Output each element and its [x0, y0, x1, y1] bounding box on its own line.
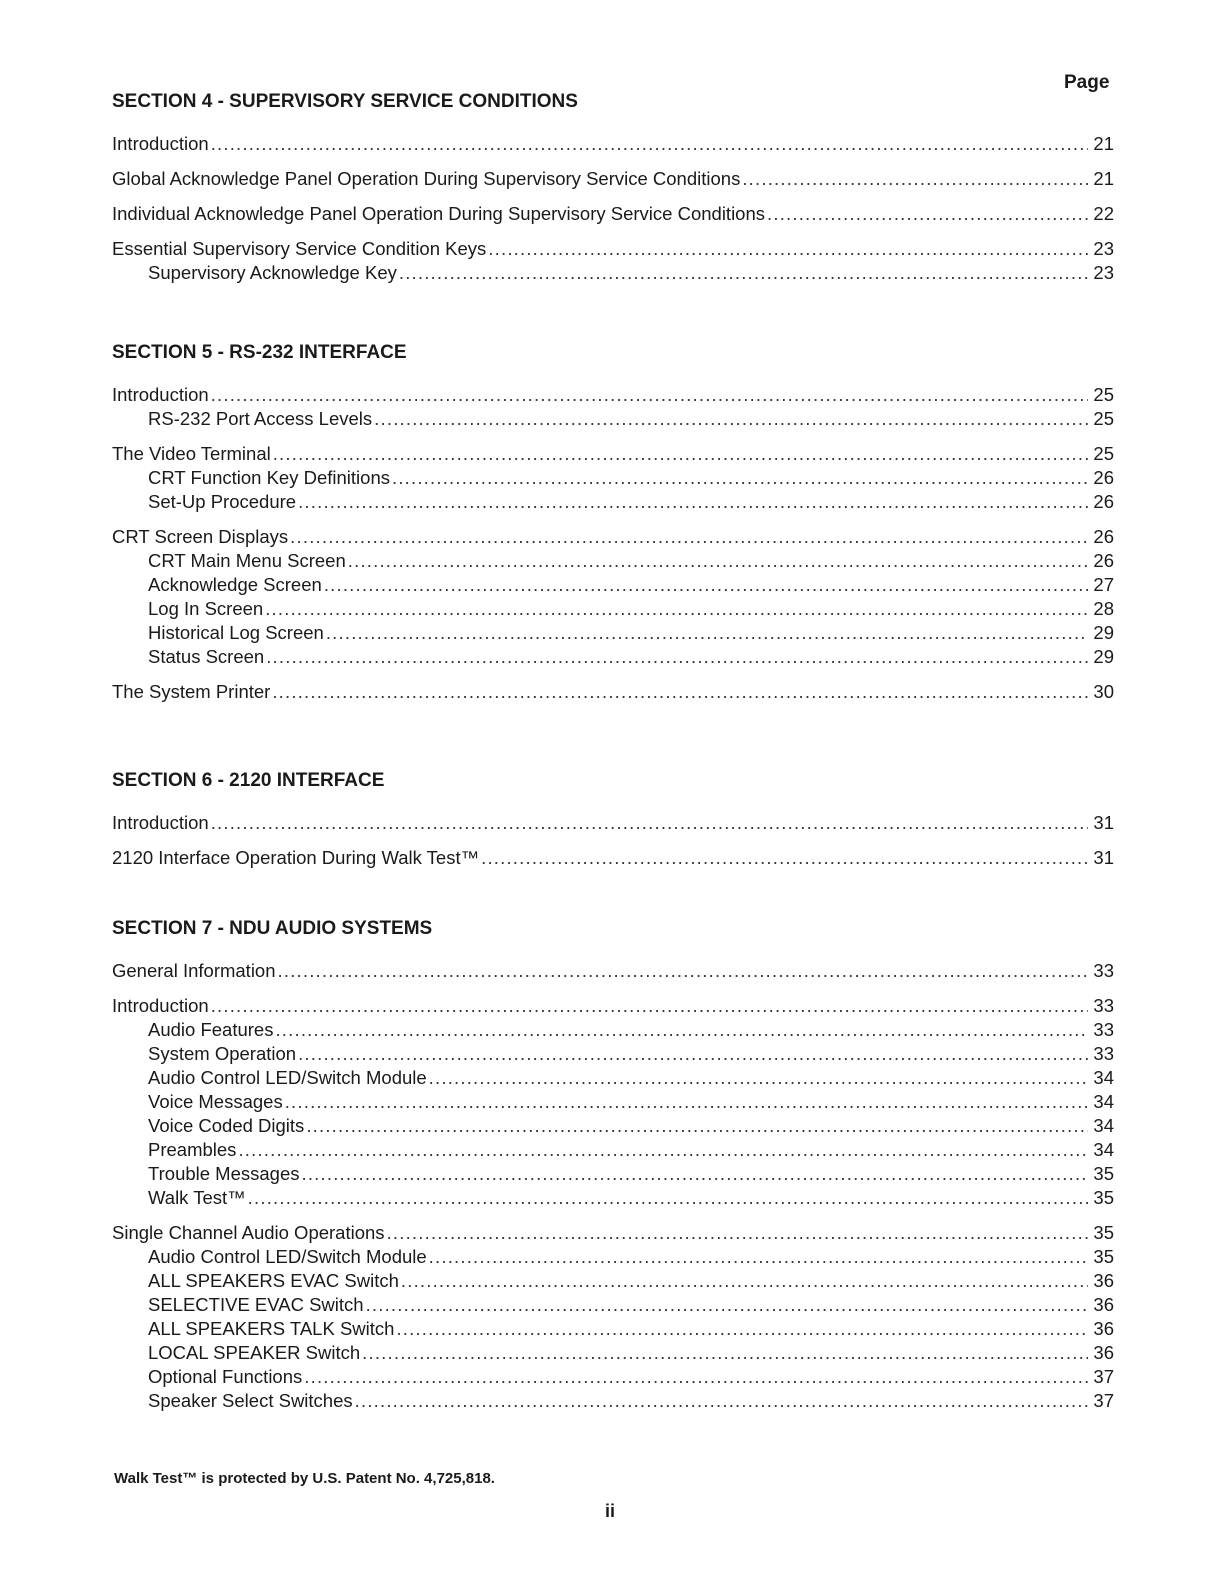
toc-section: [112, 341, 1114, 704]
toc-entry-page: 36: [1093, 1270, 1114, 1291]
toc-entry: [112, 132, 1114, 156]
toc-entry-title: Introduction: [112, 384, 209, 405]
toc-entry-page: 33: [1093, 1019, 1114, 1040]
toc-entry-page: 28: [1093, 598, 1114, 619]
toc-entry-page: 36: [1093, 1318, 1114, 1339]
toc-entry: [112, 1317, 1114, 1341]
toc-entry-title: Audio Control LED/Switch Module: [148, 1067, 427, 1088]
toc-entry-title: 2120 Interface Operation During Walk Test™: [112, 847, 480, 868]
toc-entry: [112, 1341, 1114, 1365]
toc-entry-page: 23: [1093, 238, 1114, 259]
toc-entry-page: 34: [1093, 1091, 1114, 1112]
page-column-label: Page: [1064, 72, 1110, 93]
dot-leader: [396, 1317, 1088, 1341]
toc-entry: [112, 1245, 1114, 1269]
section-heading: SECTION 7 - NDU AUDIO SYSTEMS: [112, 918, 433, 939]
toc-entry-page: 26: [1093, 526, 1114, 547]
dot-leader: [374, 407, 1088, 431]
dot-leader: [265, 597, 1088, 621]
dot-leader: [481, 846, 1088, 870]
toc-entry: [112, 1293, 1114, 1317]
toc-entry: [112, 466, 1114, 490]
toc-entry: [112, 202, 1114, 226]
toc-entry-page: 33: [1093, 1043, 1114, 1064]
toc-entry: [112, 1389, 1114, 1413]
toc-entry-page: 37: [1093, 1366, 1114, 1387]
toc-entry-page: 37: [1093, 1390, 1114, 1411]
dot-leader: [767, 202, 1088, 226]
toc-entry-title: Introduction: [112, 995, 209, 1016]
toc-entry-title: The System Printer: [112, 681, 271, 702]
toc-entry-title: RS-232 Port Access Levels: [148, 408, 373, 429]
toc-entry-title: General Information: [112, 960, 276, 981]
dot-leader: [211, 132, 1088, 156]
dot-leader: [275, 1018, 1088, 1042]
toc-entry-page: 35: [1093, 1222, 1114, 1243]
toc-entry-title: Trouble Messages: [148, 1163, 300, 1184]
toc-entry: [112, 1221, 1114, 1245]
toc-entry-page: 31: [1093, 847, 1114, 868]
toc-section: [112, 769, 1114, 870]
toc-entry: [112, 1114, 1114, 1138]
toc-entry: [112, 597, 1114, 621]
toc-entry: [112, 1186, 1114, 1210]
dot-leader: [298, 490, 1088, 514]
toc-entry-list: [112, 959, 1114, 1413]
dot-leader: [266, 645, 1088, 669]
dot-leader: [304, 1365, 1088, 1389]
toc-entry-title: Introduction: [112, 133, 209, 154]
toc-entry-title: Optional Functions: [148, 1366, 303, 1387]
toc-entry-page: 29: [1093, 622, 1114, 643]
toc-entry-page: 35: [1093, 1246, 1114, 1267]
toc-entry-title: CRT Function Key Definitions: [148, 467, 390, 488]
dot-leader: [290, 525, 1088, 549]
toc-entry-title: Historical Log Screen: [148, 622, 324, 643]
toc-entry: [112, 573, 1114, 597]
toc-entry: [112, 442, 1114, 466]
toc-entry-page: 36: [1093, 1294, 1114, 1315]
toc-entry-title: Audio Control LED/Switch Module: [148, 1246, 427, 1267]
toc-entry-title: Audio Features: [148, 1019, 274, 1040]
toc-entry: [112, 1090, 1114, 1114]
toc-entry-title: CRT Screen Displays: [112, 526, 289, 547]
toc-entry-list: [112, 132, 1114, 285]
dot-leader: [742, 167, 1088, 191]
toc-entry-page: 29: [1093, 646, 1114, 667]
dot-leader: [429, 1245, 1088, 1269]
dot-leader: [211, 383, 1088, 407]
toc-entry-title: ALL SPEAKERS TALK Switch: [148, 1318, 395, 1339]
section-heading: SECTION 4 - SUPERVISORY SERVICE CONDITIONS: [112, 91, 578, 112]
page-number: ii: [605, 1501, 616, 1521]
dot-leader: [278, 959, 1088, 983]
toc-entry: [112, 621, 1114, 645]
toc-entry: [112, 959, 1114, 983]
toc-entry-page: 36: [1093, 1342, 1114, 1363]
toc-entry-page: 26: [1093, 491, 1114, 512]
toc-entry: [112, 1365, 1114, 1389]
toc-entry: [112, 261, 1114, 285]
dot-leader: [211, 994, 1088, 1018]
dot-leader: [272, 680, 1088, 704]
toc-entry-list: [112, 811, 1114, 870]
dot-leader: [362, 1341, 1088, 1365]
toc-entry-title: SELECTIVE EVAC Switch: [148, 1294, 364, 1315]
toc-entry-page: 31: [1093, 812, 1114, 833]
toc-entry-title: Introduction: [112, 812, 209, 833]
toc-section: [112, 90, 1114, 285]
section-heading: SECTION 5 - RS-232 INTERFACE: [112, 342, 407, 363]
toc-entry-title: Set-Up Procedure: [148, 491, 297, 512]
toc-entry-page: 21: [1093, 133, 1114, 154]
toc-entry: [112, 490, 1114, 514]
toc-entry-page: 33: [1093, 960, 1114, 981]
toc-entry-title: System Operation: [148, 1043, 297, 1064]
toc-entry-title: Walk Test™: [148, 1187, 246, 1208]
toc-entry: [112, 680, 1114, 704]
toc-entry-title: Individual Acknowledge Panel Operation During Supervisory Service Conditions: [112, 203, 766, 224]
toc-entry: [112, 1066, 1114, 1090]
toc-entry-page: 34: [1093, 1067, 1114, 1088]
dot-leader: [285, 1090, 1088, 1114]
toc-entry: [112, 1018, 1114, 1042]
toc-entry-page: 27: [1093, 574, 1114, 595]
toc-entry-title: CRT Main Menu Screen: [148, 550, 346, 571]
toc-entry-page: 26: [1093, 467, 1114, 488]
dot-leader: [238, 1138, 1088, 1162]
toc-entry-page: 35: [1093, 1163, 1114, 1184]
toc-entry-page: 35: [1093, 1187, 1114, 1208]
dot-leader: [399, 261, 1088, 285]
dot-leader: [273, 442, 1088, 466]
dot-leader: [429, 1066, 1088, 1090]
toc-entry-title: Voice Messages: [148, 1091, 283, 1112]
toc-entry: [112, 237, 1114, 261]
dot-leader: [348, 549, 1088, 573]
toc-entry: [112, 1138, 1114, 1162]
toc-entry: [112, 645, 1114, 669]
toc-entry-title: Acknowledge Screen: [148, 574, 322, 595]
toc-section: [112, 917, 1114, 1413]
toc-entry-title: The Video Terminal: [112, 443, 271, 464]
toc-entry-title: Voice Coded Digits: [148, 1115, 305, 1136]
dot-leader: [488, 237, 1088, 261]
dot-leader: [302, 1162, 1089, 1186]
toc-entry-page: 25: [1093, 443, 1114, 464]
toc-entry: [112, 383, 1114, 407]
toc-entry-page: 30: [1093, 681, 1114, 702]
toc-entry-title: Log In Screen: [148, 598, 264, 619]
toc-entry-title: LOCAL SPEAKER Switch: [148, 1342, 361, 1363]
toc-entry-page: 22: [1093, 203, 1114, 224]
dot-leader: [355, 1389, 1088, 1413]
toc-entry: [112, 846, 1114, 870]
toc-entry: [112, 1162, 1114, 1186]
toc-entry-title: Essential Supervisory Service Condition Keys: [112, 238, 487, 259]
dot-leader: [366, 1293, 1088, 1317]
toc-entry: [112, 994, 1114, 1018]
toc-entry-page: 26: [1093, 550, 1114, 571]
toc-entry-title: Status Screen: [148, 646, 265, 667]
toc-entry: [112, 407, 1114, 431]
toc-entry-title: Supervisory Acknowledge Key: [148, 262, 397, 283]
dot-leader: [324, 573, 1088, 597]
toc-entry-page: 23: [1093, 262, 1114, 283]
toc-entry-page: 34: [1093, 1115, 1114, 1136]
toc-entry-title: ALL SPEAKERS EVAC Switch: [148, 1270, 399, 1291]
toc-entry-title: Speaker Select Switches: [148, 1390, 353, 1411]
dot-leader: [248, 1186, 1088, 1210]
toc-entry: [112, 1042, 1114, 1066]
section-heading: SECTION 6 - 2120 INTERFACE: [112, 770, 385, 791]
toc-entry: [112, 167, 1114, 191]
toc-entry-page: 21: [1093, 168, 1114, 189]
dot-leader: [401, 1269, 1088, 1293]
dot-leader: [392, 466, 1088, 490]
toc-entry-page: 33: [1093, 995, 1114, 1016]
toc-entry: [112, 1269, 1114, 1293]
toc-entry-title: Single Channel Audio Operations: [112, 1222, 385, 1243]
dot-leader: [306, 1114, 1088, 1138]
toc-entry-title: Global Acknowledge Panel Operation During Supervisory Service Conditions: [112, 168, 741, 189]
dot-leader: [387, 1221, 1088, 1245]
toc-entry-page: 25: [1093, 384, 1114, 405]
toc-entry: [112, 811, 1114, 835]
dot-leader: [298, 1042, 1088, 1066]
patent-footnote: Walk Test™ is protected by U.S. Patent No. 4,725,818.: [114, 1470, 495, 1487]
dot-leader: [211, 811, 1088, 835]
toc-entry-title: Preambles: [148, 1139, 237, 1160]
toc-entry-page: 34: [1093, 1139, 1114, 1160]
toc-entry-list: [112, 383, 1114, 704]
dot-leader: [326, 621, 1088, 645]
toc-entry-page: 25: [1093, 408, 1114, 429]
toc-entry: [112, 549, 1114, 573]
toc-entry: [112, 525, 1114, 549]
